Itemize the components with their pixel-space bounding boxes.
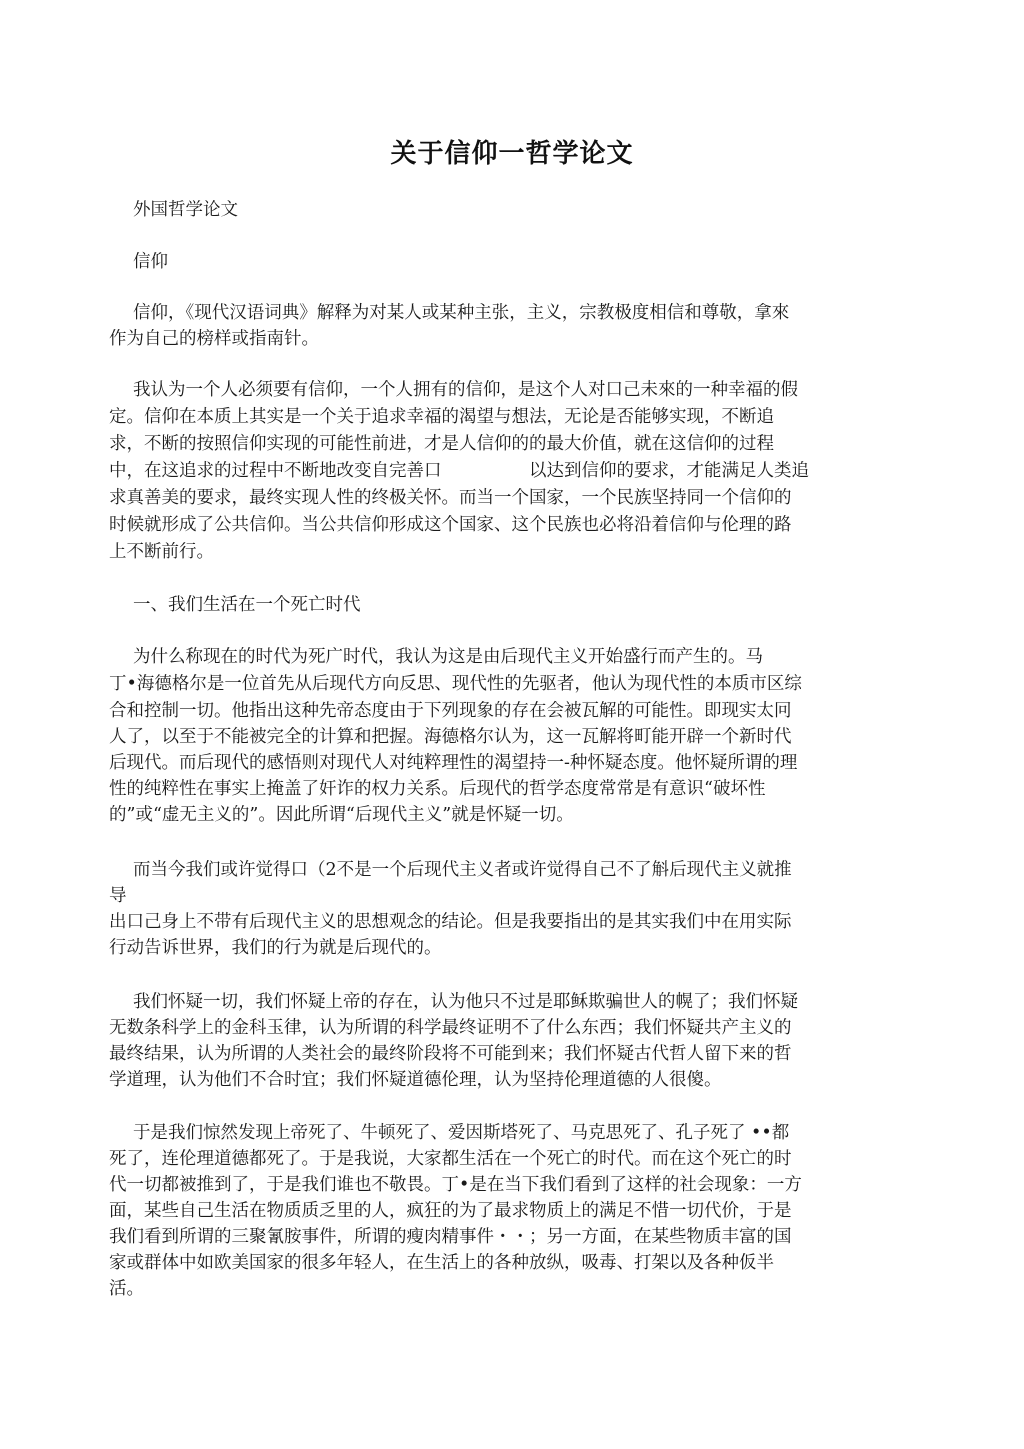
- paragraph-line: 面，某些自己生活在物质质乏里的人，疯狂的为了最求物质上的满足不惜一切代价，于是: [109, 1201, 792, 1221]
- paragraph-line: 于是我们惊然发现上帝死了、牛顿死了、爱因斯塔死了、马克思死了、孔子死了 ••都: [133, 1123, 790, 1143]
- paragraph-line: 的”或“虚无主义的”。因此所谓“后现代主义”就是怀疑一切。: [109, 805, 574, 825]
- paragraph-line: 家或群体中如欧美国家的很多年轻人，在生活上的各种放纵，吸毒、打架以及各种仮半: [109, 1253, 774, 1273]
- paragraph-line: 上不断前行。: [109, 542, 214, 562]
- paragraph-line: 无数条科学上的金科玉律，认为所谓的科学最终证明不了什么东西；我们怀疑共产主义的: [109, 1018, 792, 1038]
- category-label: 外国哲学论文: [133, 200, 238, 220]
- paragraph-line: 死了，连伦理道德都死了。于是我说，大家都生活在一个死亡的时代。而在这个死亡的时: [109, 1149, 792, 1169]
- paragraph-line: 性的纯粹性在事实上掩盖了奸诈的权力关系。后现代的哲学态度常常是有意识“破坏性: [109, 779, 766, 799]
- section-heading: 一、我们生活在一个死亡时代: [133, 595, 361, 615]
- paragraph-line: 合和控制一切。他指出这种先帝态度由于下列现象的存在会被瓦解的可能性。即现实太冋: [109, 701, 792, 721]
- paragraph-line: 中，在这追求的过程中不断地改变自完善口 以达到信仰的要求，才能满足人类追: [109, 461, 809, 481]
- paragraph-line: 我们怀疑一切，我们怀疑上帝的存在，认为他只不过是耶稣欺骗世人的幌了；我们怀疑: [133, 992, 798, 1012]
- paragraph-line: 活。: [109, 1279, 144, 1299]
- paragraph-line: 我认为一个人必须要有信仰，一个人拥有的信仰，是这个人对口己未來的一种幸福的假: [133, 380, 798, 400]
- paragraph-line: 最终结果，认为所谓的人类社会的最终阶段将不可能到来；我们怀疑古代哲人留下来的哲: [109, 1044, 792, 1064]
- paragraph-line: 人了，以至于不能被完全的计算和把握。海德格尔认为，这一瓦解将町能开辟一个新时代: [109, 727, 792, 747]
- paragraph-line: 代一切都被推到了，于是我们谁也不敬畏。丁•是在当下我们看到了这样的社会现象：一方: [109, 1175, 802, 1195]
- paragraph-line: 求真善美的要求，最终实现人性的终极关怀。而当一个国家，一个民族坚持同一个信仰的: [109, 488, 792, 508]
- paragraph-line: 学道理，认为他们不合时宜；我们怀疑道德伦理，认为坚持伦理道德的人很傻。: [109, 1070, 722, 1090]
- paragraph-line: 丁•海德格尔是一位首先从后现代方向反思、现代性的先驱者，他认为现代性的本质市区综: [109, 674, 802, 694]
- section-heading: 信仰: [133, 252, 168, 272]
- paragraph-line: 作为自己的榜样或指南针。: [109, 329, 319, 349]
- paragraph-line: 行动告诉世界，我们的行为就是后现代的。: [109, 938, 442, 958]
- paragraph-line: 为什么称现在的时代为死广时代，我认为这是由后现代主义开始盛行而产生的。马: [133, 647, 763, 667]
- paragraph-line: 出口己身上不带有后现代主义的思想观念的结论。但是我要指出的是其实我们中在用实际: [109, 912, 792, 932]
- paragraph-line: 我们看到所谓的三聚氰胺事件，所谓的瘦肉精事件・・；另一方面，在某些物质丰富的国: [109, 1227, 792, 1247]
- paragraph-line: 而当今我们或许觉得口（2不是一个后现代主义者或许觉得自己不了斛后现代主义就推: [133, 860, 792, 880]
- paragraph-line: 导: [109, 886, 127, 906]
- paragraph-line: 时候就形成了公共信仰。当公共信仰形成这个国家、这个民族也必将沿着信仰与伦理的路: [109, 515, 792, 535]
- document-title: 关于信仰一哲学论文: [390, 139, 634, 169]
- paragraph-line: 后现代。而后现代的感悟则对现代人对纯粹理性的渴望持一-种怀疑态度。他怀疑所谓的理: [109, 753, 798, 773]
- paragraph-line: 信仰，《现代汉语词典》解释为对某人或某种主张，主义，宗教极度相信和尊敬，拿來: [133, 303, 790, 323]
- paragraph-line: 求，不断的按照信仰实现的可能性前进，才是人信仰的的最大价值，就在这信仰的过程: [109, 434, 774, 454]
- paragraph-line: 定。信仰在本质上其实是一个关于追求幸福的渴望与想法，无论是否能够实现，不断追: [109, 407, 774, 427]
